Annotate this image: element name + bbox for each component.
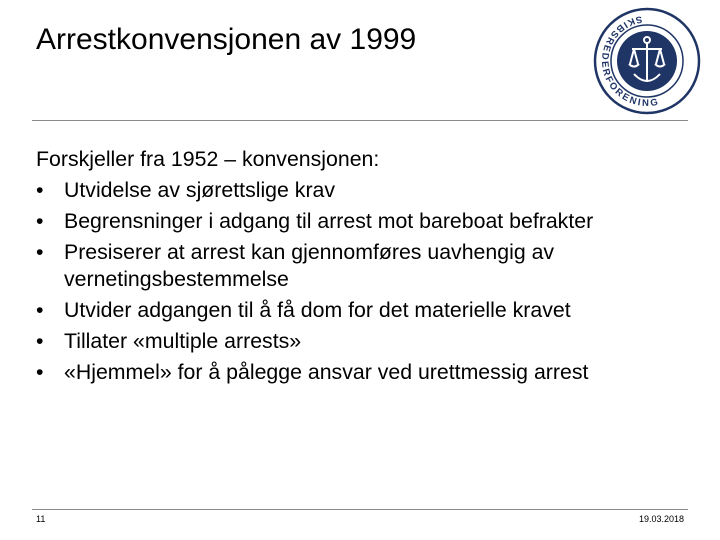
footer-date: 19.03.2018	[638, 514, 684, 524]
bullet-item	[36, 239, 696, 292]
bullet-text: Utvidelse av sjørettslige krav	[64, 178, 336, 202]
slide-body	[36, 146, 696, 390]
bullet-dot: •	[36, 240, 44, 264]
page-number: 11	[36, 514, 46, 524]
logo-ring-text: SKIBSREDERFORENING	[598, 13, 661, 110]
bullet-dot: •	[36, 209, 44, 233]
bullet-text: «Hjemmel» for å pålegge ansvar ved urettmessig arrest	[64, 359, 589, 384]
bullet-item	[36, 297, 696, 324]
bullet-text: Tillater «multiple arrests»	[64, 328, 302, 353]
bullet-dot: •	[36, 359, 44, 384]
bullet-dot: •	[36, 178, 44, 202]
bullet-item	[36, 328, 696, 355]
bullet-text: Begrensninger i adgang til arrest mot bareboat befrakter	[64, 209, 594, 233]
bullet-item	[36, 208, 696, 235]
bullet-list	[36, 177, 696, 385]
bullet-item	[36, 359, 696, 386]
header-divider	[32, 120, 688, 121]
bullet-dot: •	[36, 328, 44, 353]
bullet-text: Utvider adgangen til å få dom for det materielle kravet	[64, 297, 571, 322]
footer-divider	[32, 509, 688, 510]
nordisk-skibsrederforening-logo	[592, 6, 702, 116]
bullet-dot: •	[36, 297, 44, 322]
slide-title: Arrestkonvensjonen av 1999	[36, 23, 417, 56]
bullet-item	[36, 177, 696, 204]
lead-text: Forskjeller fra 1952 – konvensjonen:	[36, 147, 380, 171]
bullet-text: Presiserer at arrest kan gjennomføres uavhengig av vernetingsbestemmelse	[64, 240, 555, 291]
